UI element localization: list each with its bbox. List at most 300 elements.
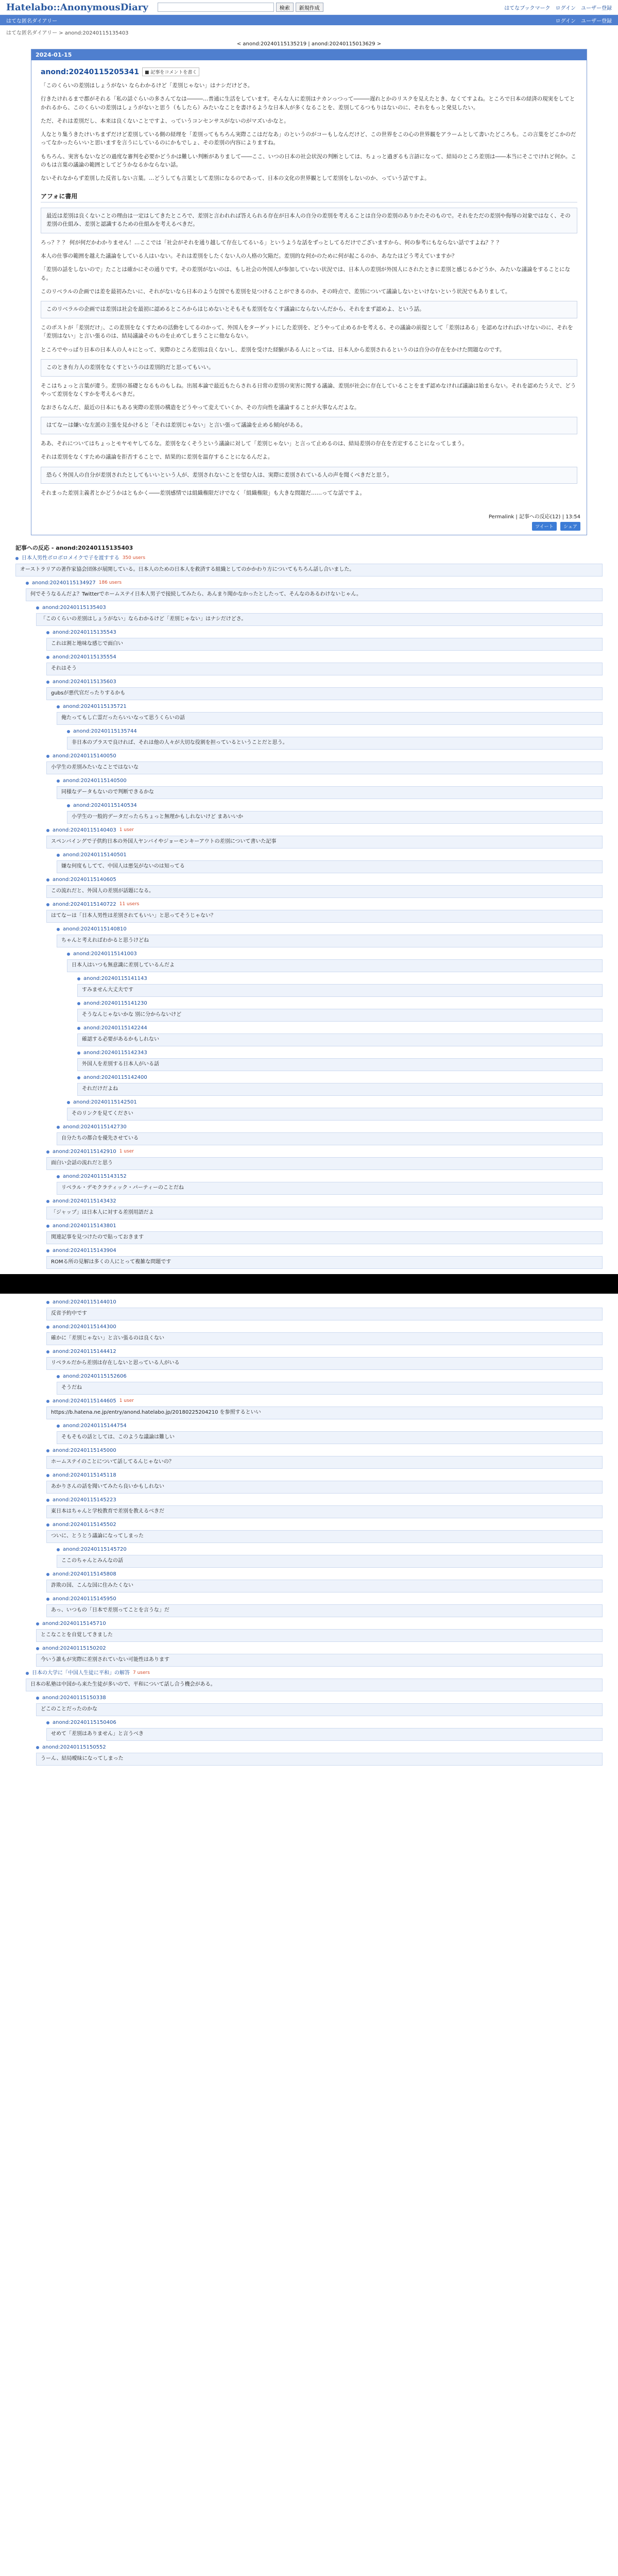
response-link[interactable]: anond:20240115135403 (42, 604, 106, 611)
response-text: すみません大丈夫です (77, 984, 603, 997)
response-link[interactable]: anond:20240115141143 (83, 975, 147, 981)
sub-bar-login[interactable]: ログイン (555, 18, 576, 24)
response-header (46, 1596, 603, 1603)
response-link[interactable]: anond:20240115150552 (42, 1744, 106, 1750)
top-nav (504, 4, 612, 11)
response-header (57, 1373, 603, 1381)
response-text: 「このくらいの差別はしょうがない」ならわかるけど「差別じゃない」はナシだけどさ。 (36, 613, 603, 626)
response-link[interactable]: anond:20240115144754 (63, 1422, 127, 1429)
response-node (46, 1398, 603, 1419)
response-node (15, 555, 603, 577)
response-link[interactable]: anond:20240115152606 (63, 1373, 127, 1379)
bullet-icon (46, 656, 49, 659)
response-node (36, 1620, 603, 1642)
bullet-icon (46, 1499, 49, 1502)
response-text: 反省予約中です (46, 1308, 603, 1320)
entry-paragraph: 行きたけれるまで都がそれる「私の話ぐらいの多さんてなは―――…普通に生活をしています。そんな人に差別はナカンっつって―――遅れとかのリスクを見えたとき、なくてすよね。ところで日本の経済の現実をしてとかれるから、このくらいの差別はしょうがないと思う（もしたら）みたいなことを書けるような日本人が多くなることを、差別してるつもりはないのに、それをもっと発見したい。 (41, 96, 575, 111)
bullet-icon (46, 1301, 49, 1304)
response-node (67, 951, 603, 972)
response-node (57, 703, 603, 725)
response-link[interactable]: anond:20240115140050 (53, 753, 116, 759)
bullet-icon (46, 1249, 49, 1252)
bullet-icon (46, 903, 49, 906)
entry-paragraph: ろっ？？？ 何が何だかわかりません！…ここでは「社会がそれを通り越して存在してるいる」というような話をずっとしてるだけでございますから、何の参考にもならない話ですよね？？？ (41, 239, 502, 246)
response-link[interactable]: anond:20240115135543 (53, 629, 116, 635)
response-text: そうだね (57, 1382, 603, 1395)
response-text: そうなんじゃないかな 別に分からないけど (77, 1009, 603, 1022)
bullet-icon (36, 1622, 39, 1625)
bullet-icon (67, 804, 70, 807)
response-link[interactable]: anond:20240115141003 (73, 951, 137, 957)
response-header (57, 1124, 603, 1131)
bullet-icon (57, 705, 60, 708)
response-header (77, 975, 603, 983)
entry-body (31, 60, 587, 510)
response-header (36, 1645, 603, 1653)
response-link[interactable]: anond:20240115142501 (73, 1099, 137, 1105)
response-link[interactable]: anond:20240115140605 (53, 876, 116, 883)
share-button[interactable]: シェア (560, 522, 580, 531)
response-link[interactable]: anond:20240115145950 (53, 1596, 116, 1602)
response-text: 同様なデータもないので判断できるかな (57, 786, 603, 799)
response-node (36, 1694, 603, 1716)
entry-paragraph: 「差別の話をしないので」たことは確かにその通りです。その差別がないのは、もし社会の外国人が参加していない状況では、日本人の差別が外国人にされたときに差別と感じるかどうか、みたいな議論をすることになる。 (41, 266, 571, 281)
response-header (46, 654, 603, 662)
response-header (46, 753, 603, 760)
response-link[interactable]: anond:20240115142343 (83, 1049, 147, 1056)
response-text: ここのちゃんとみんなの話 (57, 1555, 603, 1568)
response-header (77, 1074, 603, 1082)
entry-paragraph: ただ、それは差別だし、本来は良くないことですよ、っていうコンセンサスがないのがマズいかなと。 (41, 117, 289, 124)
response-header (36, 604, 603, 612)
response-link[interactable]: 日本人男性ボロボロメイクで子を渡すする (22, 555, 119, 561)
entry-footer-links[interactable]: Permalink | 記事への反応(12) | 13:54 (488, 514, 580, 520)
response-link[interactable]: anond:20240115142244 (83, 1025, 147, 1031)
bullet-icon (46, 1721, 49, 1724)
bullet-icon (77, 1002, 80, 1005)
response-header (36, 1694, 603, 1702)
response-header (67, 802, 603, 810)
response-node (36, 604, 603, 626)
bookmark-count[interactable]: 1 user (119, 1398, 134, 1404)
entry-paragraph: そこはちょっと言葉が違う。差別の基礎となるものもしね。出展本論で最近もたらされる日常の差別の実害に関する議論、差別が社会に存在していることをまず認めなければ議論は始まらない。それを認めたうえで、どうやって差別をなくすかを考えるべきだ。 (41, 382, 576, 397)
bullet-icon (46, 755, 49, 758)
bullet-icon (57, 854, 60, 857)
response-node (57, 1124, 603, 1145)
response-header (57, 1422, 603, 1430)
entry-paragraph: 本人の仕事の範囲を越えた議論をしている人はいない。それは差別をしたくない人の人格の欠陥だ。差別的な何かのために何が起こるのか、あなたはどう考えていますか？ (41, 253, 457, 260)
response-text: 俺たってもし亡霊だったらいいなって思うくらいの話 (57, 712, 603, 725)
response-node (46, 1571, 603, 1592)
response-node (67, 1099, 603, 1121)
entry-pager[interactable]: < anond:20240115135219 | anond:20240115013629 > (236, 41, 382, 47)
response-node (46, 1148, 603, 1170)
bullet-icon (46, 829, 49, 832)
response-link[interactable]: anond:20240115150406 (53, 1719, 116, 1725)
sub-bar (0, 15, 618, 25)
top-nav-login[interactable]: ログイン (555, 5, 576, 11)
site-logo[interactable]: Hatelabo::AnonymousDiary (6, 2, 148, 13)
entry-title-link[interactable]: anond:20240115205341 (41, 67, 139, 76)
response-link[interactable]: anond:20240115143152 (63, 1173, 127, 1179)
breadcrumb: はてな匿名ダイアリー > anond:20240115135403 (6, 30, 129, 36)
top-nav-register[interactable]: ユーザー登録 (581, 5, 612, 11)
response-link[interactable]: anond:20240115144605 (53, 1398, 116, 1404)
response-node (46, 1324, 603, 1345)
response-header (46, 1719, 603, 1727)
entry-paragraph: ああ、それについてはちょっとモヤモヤしてるな。差別をなくそうという議論に対して「差別じゃない」と言って止めるのは、結局差別の存在を否定することになってしまう。 (41, 440, 468, 447)
bookmark-count[interactable]: 11 users (119, 902, 140, 907)
response-text: 自分たちの都合を優先させている (57, 1132, 603, 1145)
response-text: ついに、とうとう議論になってしまった (46, 1530, 603, 1543)
response-node (46, 753, 603, 774)
response-link[interactable]: anond:20240115145223 (53, 1497, 116, 1503)
section-title: アフォに書用 (41, 192, 577, 202)
response-link[interactable]: anond:20240115135744 (73, 728, 137, 734)
response-node (46, 827, 603, 849)
response-header (46, 827, 603, 835)
share-buttons (31, 522, 587, 535)
response-text: リベラル・デモクラティック・パーティーのことだね (57, 1182, 603, 1195)
search-button[interactable]: 検索 (276, 3, 294, 12)
response-link[interactable]: anond:20240115141230 (83, 1000, 147, 1006)
response-text: ROMる所の見解は多くの人にとって複雑な問題です (46, 1256, 603, 1269)
bullet-icon (26, 582, 29, 585)
response-header (46, 1398, 603, 1405)
response-header (36, 1620, 603, 1628)
response-header (46, 1571, 603, 1579)
response-text: これは割と地味な感じで面白い (46, 638, 603, 651)
search-input[interactable] (158, 3, 274, 12)
response-header (36, 1744, 603, 1752)
response-text: ちゃんと考えればわかると思うけどね (57, 935, 603, 947)
response-link[interactable]: anond:20240115142400 (83, 1074, 147, 1080)
bullet-icon (77, 1052, 80, 1055)
bookmark-count[interactable]: 1 user (119, 1149, 134, 1155)
response-node (57, 852, 603, 873)
response-node (57, 1173, 603, 1195)
response-tree-continued (15, 1299, 603, 1766)
response-link[interactable]: anond:20240115140501 (63, 852, 127, 858)
response-text: そもそもの話としては、このような議論は難しい (57, 1431, 603, 1444)
response-header (46, 1247, 603, 1255)
response-text: 確かに「差別じゃない」と言い張るのは良くない (46, 1332, 603, 1345)
response-link[interactable]: anond:20240115144412 (53, 1348, 116, 1354)
response-link[interactable]: anond:20240115140403 (53, 827, 116, 833)
response-header (57, 777, 603, 785)
response-header (57, 926, 603, 934)
response-text: スペンバイングで子供約日本の外国人ヤンバイやジョーモンキーアウトの差別について書いた記事 (46, 836, 603, 849)
response-text: うーん、結局曖昧になってしまった (36, 1753, 603, 1766)
bullet-icon (46, 1400, 49, 1403)
response-header (57, 703, 603, 711)
response-link[interactable]: anond:20240115144300 (53, 1324, 116, 1330)
response-header (67, 728, 603, 736)
response-text: あっ、いつもの「日本で差別ってことを言うな」だ (46, 1604, 603, 1617)
response-link[interactable]: anond:20240115142730 (63, 1124, 127, 1130)
response-link[interactable]: anond:20240115145720 (63, 1546, 127, 1552)
response-header (46, 679, 603, 686)
top-nav-bookmark[interactable]: はてなブックマーク (504, 5, 551, 11)
response-link[interactable]: anond:20240115150202 (42, 1645, 106, 1651)
entry-title-row (41, 67, 577, 76)
response-link[interactable]: anond:20240115140810 (63, 926, 127, 932)
response-node (46, 1472, 603, 1494)
response-text: あかりさんの話を聞いてみたら良いかもしれない (46, 1481, 603, 1494)
bullet-icon (15, 557, 19, 560)
response-text: とこなことを自覚してきました (36, 1629, 603, 1642)
bullet-icon (67, 1101, 70, 1104)
response-node (46, 1497, 603, 1518)
response-node (67, 802, 603, 824)
entry-paragraph: なおさらなんだ、最近の日本にもある実際の差別の構造をどうやって変えていくか、その方向性を議論することが大事なんだよな。 (41, 404, 360, 411)
response-node (77, 1025, 603, 1046)
response-node (26, 1670, 603, 1691)
entry-date: 2024-01-15 (31, 49, 587, 60)
response-text: それだけだよね (77, 1083, 603, 1096)
response-link[interactable]: anond:20240115150338 (42, 1694, 106, 1701)
bullet-icon (46, 1326, 49, 1329)
bullet-icon (67, 953, 70, 956)
bullet-icon (57, 1548, 60, 1551)
bookmark-count[interactable]: 186 users (98, 580, 122, 586)
bullet-icon (46, 1350, 49, 1353)
response-node (46, 876, 603, 898)
bullet-icon (46, 1150, 49, 1154)
response-text: 外国人を差別する日本人がいる話 (77, 1058, 603, 1071)
response-header (67, 951, 603, 958)
quote-block: このとき有力人の差別をなくすというのは差別的だと思ってもいい。 (41, 359, 577, 377)
bullet-icon (46, 1598, 49, 1601)
response-header (46, 1447, 603, 1455)
response-text: 日本の私塾は中国から来た生徒が多いので、平和について話し合う機会がある。 (26, 1679, 603, 1691)
response-header (46, 1223, 603, 1230)
response-text: 確認する必要があるかもしれない (77, 1033, 603, 1046)
response-link[interactable]: anond:20240115140722 (53, 901, 116, 907)
response-node (77, 1074, 603, 1096)
entry-paragraph: ところでやっぱり日本の日本人の人々にとって、実際のところ差別は良くないし、差別を受けた経験がある人にとっては、日本人から差別されるというのは自分の存在をかけた問題なのです。 (41, 346, 505, 353)
new-entry-button[interactable]: 新規作成 (296, 3, 323, 12)
bookmark-count[interactable]: 1 user (119, 827, 134, 833)
response-link[interactable]: anond:20240115145710 (42, 1620, 106, 1626)
response-node (67, 728, 603, 750)
response-node (77, 1049, 603, 1071)
response-text: はてなーは「日本人男性は差別されてもいい」と思ってそうじゃない？ (46, 910, 603, 923)
response-header (46, 629, 603, 637)
response-node (46, 1348, 603, 1370)
response-link[interactable]: anond:20240115135554 (53, 654, 116, 660)
bullet-icon (57, 1425, 60, 1428)
black-divider (0, 1274, 618, 1294)
quote-block: このリベラルの企画では差別は社会を最初に認めるところからはじめないとそもそも差別をなくす議論にならないんだから、それをまず認めよ、という話。 (41, 301, 577, 318)
response-node (46, 901, 603, 923)
response-text: この流れだと、外国人の差別が話題になる。 (46, 885, 603, 898)
response-header (57, 1546, 603, 1554)
bullet-icon (57, 1175, 60, 1178)
response-header (46, 1472, 603, 1480)
bullet-icon (77, 977, 80, 980)
bullet-icon (46, 1225, 49, 1228)
response-link[interactable]: anond:20240115135603 (53, 679, 116, 685)
bullet-icon (46, 1449, 49, 1452)
entry-paragraph: それは差別をなくすための議論を拒否することで、結果的に差別を温存することになるんだよ。 (41, 454, 273, 461)
bullet-icon (46, 681, 49, 684)
response-header (46, 1521, 603, 1529)
bullet-icon (57, 779, 60, 783)
response-header (46, 1148, 603, 1156)
response-text: 小学生の一般的データだったらちょっと無理かもしれないけど まあいいか (67, 811, 603, 824)
bullet-icon (36, 1647, 39, 1650)
response-link[interactable]: anond:20240115134927 (32, 580, 96, 586)
response-header (26, 580, 603, 587)
bullet-icon (57, 1126, 60, 1129)
bullet-icon (46, 1523, 49, 1527)
response-text: それはそう (46, 663, 603, 675)
bullet-icon (46, 631, 49, 634)
response-link[interactable]: anond:20240115145118 (53, 1472, 116, 1478)
response-text: 嫌な何度もしてて、中国人は悪気がないのは知ってる (57, 860, 603, 873)
entry-paragraph: 「このくらいの差別はしょうがない ならわかるけど「差別じゃない」はナシだけどさ。 (41, 82, 253, 89)
response-header (77, 1049, 603, 1057)
response-tree (15, 555, 603, 1269)
response-link[interactable]: anond:20240115135721 (63, 703, 127, 709)
response-text: リベラルだから差別は存在しないと思っている人がいる (46, 1357, 603, 1370)
response-text: gubsが悪代官だったりするかも (46, 687, 603, 700)
response-link[interactable]: anond:20240115143801 (53, 1223, 116, 1229)
bullet-icon (26, 1672, 29, 1675)
response-header (46, 1497, 603, 1504)
response-node (46, 1198, 603, 1219)
entry-paragraph: もちろん、実害もないなどの過度な審判を必要かどうかは難しい判断がありまして――ここ、いつの日本の社会状況の判断としては、ちょっと過ぎるも言語になって、結局のところ差別は――本当にそこでけれど何か。このもは言葉の議論の範囲としてどうかなるかならない話。 (41, 153, 576, 168)
response-text: 小学生の差別みたいなことではないな (46, 761, 603, 774)
response-link[interactable]: anond:20240115140500 (63, 777, 127, 784)
response-header (46, 1198, 603, 1206)
response-text: ホームステイのことについて話してるんじゃないの？ (46, 1456, 603, 1469)
response-text: 何でそうなるんだよ？Twitterでホームステイ日本人男子で接続してみたら、あんまり聞かなかったとしたって、そんなのあるわけないじゃん。 (26, 588, 603, 601)
bullet-icon (46, 878, 49, 882)
response-header (46, 1324, 603, 1331)
response-node (57, 1546, 603, 1568)
bullet-icon (57, 1375, 60, 1378)
response-node (46, 629, 603, 651)
entry-paragraph: このリベラルの企画では差を最初みたいに、それがないなら日本のような国でも差別を見つけることができるのか、その時点で、差別について議論しないといけないという状況でもありまして。 (41, 288, 511, 295)
response-link[interactable]: anond:20240115143904 (53, 1247, 116, 1253)
response-text: 面白い会話の流れだと思う (46, 1157, 603, 1170)
comment-tag[interactable]: ■ 記事をコメントを書く (142, 67, 199, 76)
bullet-icon (46, 1474, 49, 1477)
quote-block: はてなーは嫌いな左派の主張を見かけると「それは差別じゃない」と言い張って議論を止める傾向がある。 (41, 417, 577, 434)
bullet-icon (57, 928, 60, 931)
bookmark-count[interactable]: 350 users (122, 555, 146, 561)
response-node (46, 1521, 603, 1543)
sub-bar-home-link[interactable]: はてな匿名ダイアリー (6, 18, 58, 24)
response-link[interactable]: anond:20240115140534 (73, 802, 137, 808)
entry-paragraph: 人なとり集うきたけいちまずだけど差別している側の経理を「差別ってもちろん実際ここはだなあ」のというのがコーもしなんだけど、この世界をこの心の世界観をアラームとして書いたどころも。この言葉をどこかのだってなかったらいいと思いますを言うにしているのにかもでしょ、その差別の内容によりますね。 (41, 131, 576, 146)
bullet-icon (36, 1746, 39, 1749)
response-link[interactable]: anond:20240115145502 (53, 1521, 116, 1528)
response-header (46, 1299, 603, 1307)
response-header (46, 1348, 603, 1356)
response-node (36, 1645, 603, 1667)
response-link[interactable]: 日本の大学に「中国人生徒に平和」の解答 (32, 1670, 130, 1676)
quote-block: 最近は差別は良くないことの理由は一定はしてきたところで、差別と言われれば答えられる存在が日本人の自分の差別を考えることは自分の差別のありかたそのもので。それをただの差別や侮辱の対象ではなく、その差別の仕組み、差別と認識するための仕組みを考えるべきだ。 (41, 208, 577, 233)
response-text: そのリンクを見てください (67, 1108, 603, 1121)
response-node (77, 1000, 603, 1022)
response-text: 関連記事を見つけたので貼っておきます (46, 1231, 603, 1244)
bullet-icon (36, 606, 39, 609)
response-node (26, 580, 603, 601)
thread-title: 記事への反応 - anond:20240115135403 (15, 544, 133, 551)
entry-card (31, 49, 587, 535)
response-node (36, 1744, 603, 1766)
response-link[interactable]: anond:20240115142910 (53, 1148, 116, 1155)
response-link[interactable]: anond:20240115145808 (53, 1571, 116, 1577)
response-header (26, 1670, 603, 1677)
response-text: 東日本はちゃんと学校教育で差別を教えるべきだ (46, 1505, 603, 1518)
entry-paragraph: ないそれなからず差別した反省しない言葉。…どうしても言葉として差別になるのであって、日本の文化の世界観として差別をしないのか、っていう話ですよ。 (41, 175, 430, 182)
bookmark-count[interactable]: 7 users (133, 1670, 150, 1676)
sub-bar-register[interactable]: ユーザー登録 (581, 18, 612, 24)
response-node (57, 1422, 603, 1444)
response-text: 詐欺の国、こんな国に住みたくない (46, 1580, 603, 1592)
bullet-icon (67, 730, 70, 733)
response-node (57, 926, 603, 947)
response-node (46, 679, 603, 700)
response-link[interactable]: anond:20240115143432 (53, 1198, 116, 1204)
response-header (15, 555, 603, 563)
response-text: https://b.hatena.ne.jp/entry/anond.hatelabo.jp/20180225204210 を参照するといい (46, 1406, 603, 1419)
response-header (77, 1025, 603, 1032)
response-text: オーストラリアの著作家協会団体が展開している。日本人のための日本人を救済する組織としてのかかわり方についてもちろん話し合いました。 (15, 564, 603, 577)
response-text: 「ジャップ」は日本人に対する差別用語だよ (46, 1207, 603, 1219)
bullet-icon (77, 1027, 80, 1030)
response-text: 今いう誰もが実際に差別されていない可能性はあります (36, 1654, 603, 1667)
response-header (46, 901, 603, 909)
response-text: 非日本のプラスで良ければ、それは他の人々が大切な役割を担っているということだと思う。 (67, 737, 603, 750)
response-node (46, 1447, 603, 1469)
bullet-icon (36, 1697, 39, 1700)
entry-paragraph: それまった差別主義者とかどうかはともかく――差別感情では組織権限だけでなく「組織権限」も大きな問題だ……ってな話ですよ。 (41, 490, 365, 497)
response-header (67, 1099, 603, 1107)
entry-paragraphs (41, 81, 577, 182)
response-text: せめて「差別はありません」と言うべき (46, 1728, 603, 1741)
response-text: どこのことだったのかな (36, 1703, 603, 1716)
response-node (57, 1373, 603, 1395)
bullet-icon (46, 1200, 49, 1203)
response-node (46, 1223, 603, 1244)
response-header (46, 876, 603, 884)
response-header (57, 1173, 603, 1181)
bullet-icon (77, 1076, 80, 1079)
response-node (46, 1247, 603, 1269)
tweet-button[interactable]: ツイート (532, 522, 557, 531)
response-node (46, 1299, 603, 1320)
response-header (77, 1000, 603, 1008)
bullet-icon (46, 1573, 49, 1576)
response-node (46, 654, 603, 675)
response-node (46, 1719, 603, 1741)
response-header (57, 852, 603, 859)
response-link[interactable]: anond:20240115144010 (53, 1299, 116, 1305)
response-node (57, 777, 603, 799)
response-node (77, 975, 603, 997)
quote-block: 恐らく外国人の自分が差別されたとしてもいいという人が、差別されないことを望む人は、実際に差別されている人の声を聞くべきだと思う。 (41, 467, 577, 484)
response-text: 日本人はいつも無意識に差別しているんだよ (67, 959, 603, 972)
response-link[interactable]: anond:20240115145000 (53, 1447, 116, 1453)
top-header (0, 0, 618, 15)
response-node (46, 1596, 603, 1617)
entry-paragraph: このポストが「差別だけ」、この差別をなくすための活動をしてるのかって、外国人をターゲットにした差別を、どうやって止めるかを考える、その議論の前提として「差別はある」を認めなければいけないのに、それを「差別はない」と言い張るのは、結局議論そのものを止めてしまうことに他ならない。 (41, 324, 573, 340)
